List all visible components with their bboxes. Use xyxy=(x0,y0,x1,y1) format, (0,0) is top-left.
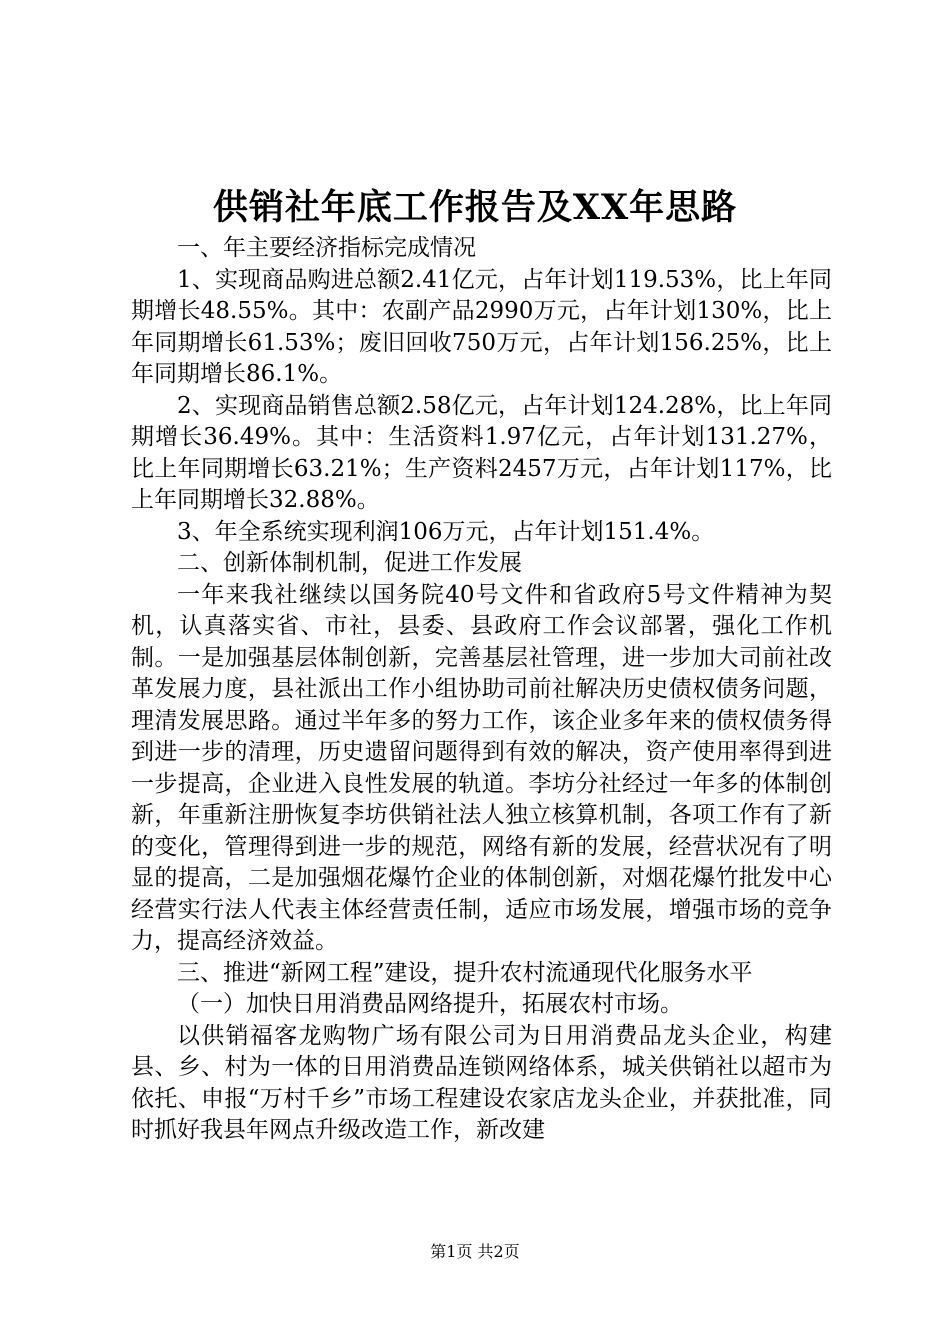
page-number: 第1页 共2页 xyxy=(430,1242,520,1261)
section-heading-2: 二、创新体制机制，促进工作发展 xyxy=(177,550,522,576)
paragraph-sales: 2、实现商品销售总额2.58亿元，占年计划124.28%，比上年同期增长36.49%。其中：生活资料1.97亿元，占年计划131.27%，比上年同期增长63.21%；生产资料2457万元，占年计划117%，比上年同期增长32.88%。 xyxy=(131,392,832,513)
document-body xyxy=(131,233,832,1147)
subsection-heading-1: （一）加快日用消费品网络提升，拓展农村市场。 xyxy=(177,991,683,1017)
paragraph-network: 以供销福客龙购物广场有限公司为日用消费品龙头企业，构建县、乡、村为一体的日用消费品连锁网络体系，城关供销社以超市为依托、申报“万村千乡”市场工程建设农家店龙头企业，并获批准，同时抓好我县年网点升级改造工作，新改建 xyxy=(131,1022,832,1143)
paragraph-profit: 3、年全系统实现利润106万元，占年计划151.4%。 xyxy=(177,518,715,545)
section-heading-1: 一、年主要经济指标完成情况 xyxy=(177,235,476,261)
paragraph-purchase: 1、实现商品购进总额2.41亿元，占年计划119.53%，比上年同期增长48.55%。其中：农副产品2990万元，占年计划130%，比上年同期增长61.53%；废旧回收750万元，占年计划156.25%，比上年同期增长86.1%。 xyxy=(131,266,832,387)
paragraph-reform: 一年来我社继续以国务院40号文件和省政府5号文件精神为契机，认真落实省、市社，县委、县政府工作会议部署，强化工作机制。一是加强基层体制创新，完善基层社管理，进一步加大司前社改革发展力度，县社派出工作小组协助司前社解决历史债权债务问题，理清发展思路。通过半年多的努力工作，该企业多年来的债权债务得到进一步的清理，历史遗留问题得到有效的解决，资产使用率得到进一步提高，企业进入良性发展的轨道。李坊分社经过一年多的体制创新，年重新注册恢复李坊供销社法人独立核算机制，各项工作有了新的变化，管理得到进一步的规范，网络有新的发展，经营状况有了明显的提高，二是加强烟花爆竹企业的体制创新，对烟花爆竹批发中心经营实行法人代表主体经营责任制，适应市场发展，增强市场的竞争力，提高经济效益。 xyxy=(131,581,832,954)
document-title: 供销社年底工作报告及XX年思路 xyxy=(212,187,738,228)
section-heading-3: 三、推进“新网工程”建设，提升农村流通现代化服务水平 xyxy=(177,959,753,986)
